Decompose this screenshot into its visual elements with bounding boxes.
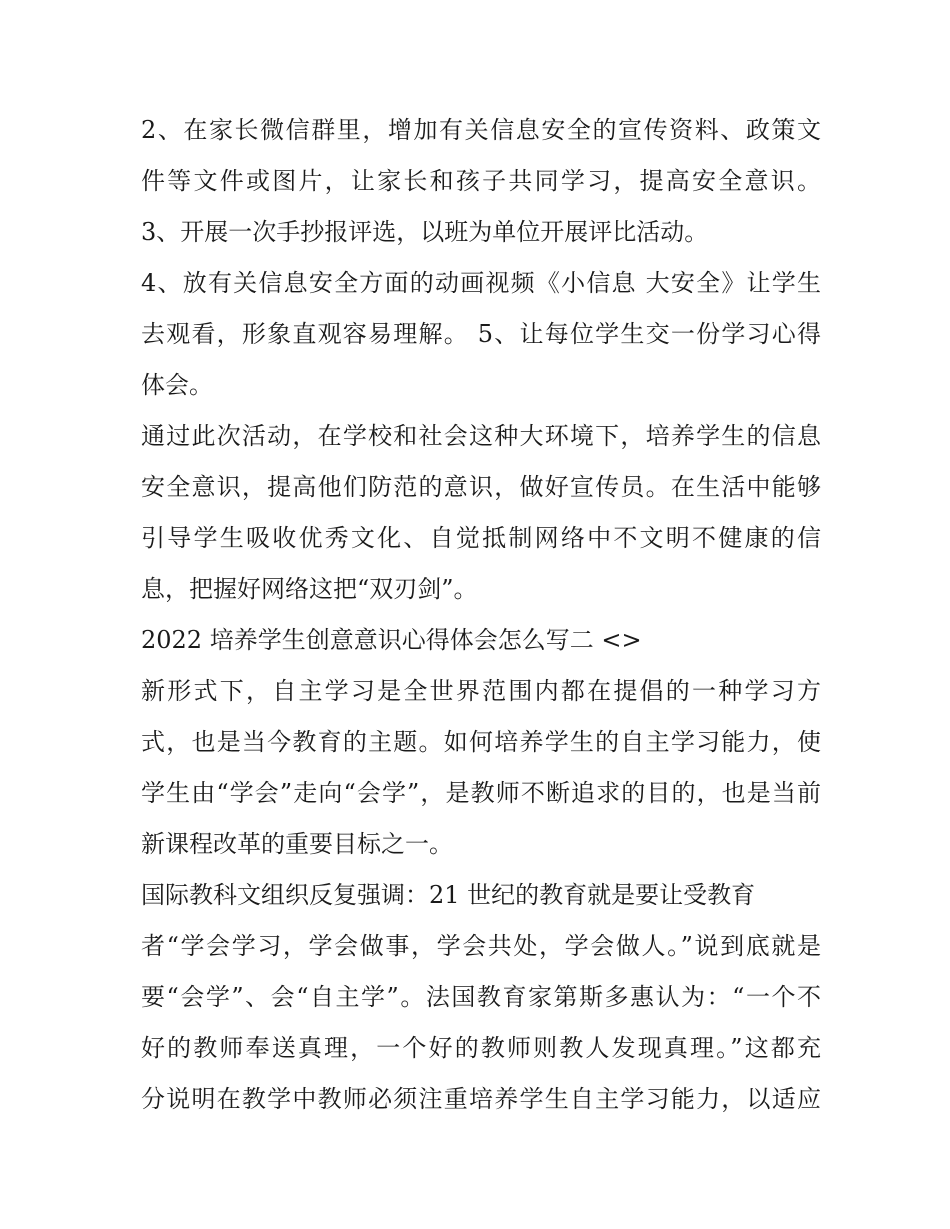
section-heading: 2022 培养学生创意意识心得体会怎么写二 <> <box>141 626 642 654</box>
text-line: 安全意识，提高他们防范的意识，做好宣传员。在生活中能够 <box>141 473 821 501</box>
document-page <box>141 105 821 1125</box>
text-line: 通过此次活动，在学校和社会这种大环境下，培养学生的信息 <box>141 422 821 450</box>
text-line: 学生由“学会”走向“会学”，是教师不断追求的目的，也是当前 <box>141 779 821 807</box>
text-line: 息，把握好网络这把“双刃剑”。 <box>141 575 478 603</box>
text-line: 4、放有关信息安全方面的动画视频《小信息 大安全》让学生 <box>141 269 821 297</box>
text-line: 件等文件或图片，让家长和孩子共同学习，提高安全意识。 <box>141 167 821 195</box>
text-line: 好的教师奉送真理，一个好的教师则教人发现真理。”这都充 <box>141 1034 821 1062</box>
text-line: 体会。 <box>141 371 213 399</box>
text-line: 式，也是当今教育的主题。如何培养学生的自主学习能力，使 <box>141 728 821 756</box>
text-line: 去观看，形象直观容易理解。 5、让每位学生交一份学习心得 <box>141 320 821 348</box>
text-line: 2、在家长微信群里，增加有关信息安全的宣传资料、政策文 <box>141 116 821 144</box>
text-line: 者“学会学习，学会做事，学会共处，学会做人。”说到底就是 <box>141 932 821 960</box>
text-line: 引导学生吸收优秀文化、自觉抵制网络中不文明不健康的信 <box>141 524 821 552</box>
text-line: 分说明在教学中教师必须注重培养学生自主学习能力，以适应 <box>141 1085 821 1113</box>
text-line: 国际教科文组织反复强调：21 世纪的教育就是要让受教育 <box>141 881 756 909</box>
text-line: 新课程改革的重要目标之一。 <box>141 830 453 858</box>
text-line: 新形式下，自主学习是全世界范围内都在提倡的一种学习方 <box>141 677 821 705</box>
text-line: 要“会学”、会“自主学”。法国教育家第斯多惠认为：“一个不 <box>141 983 821 1011</box>
text-line: 3、开展一次手抄报评选，以班为单位开展评比活动。 <box>141 218 709 246</box>
